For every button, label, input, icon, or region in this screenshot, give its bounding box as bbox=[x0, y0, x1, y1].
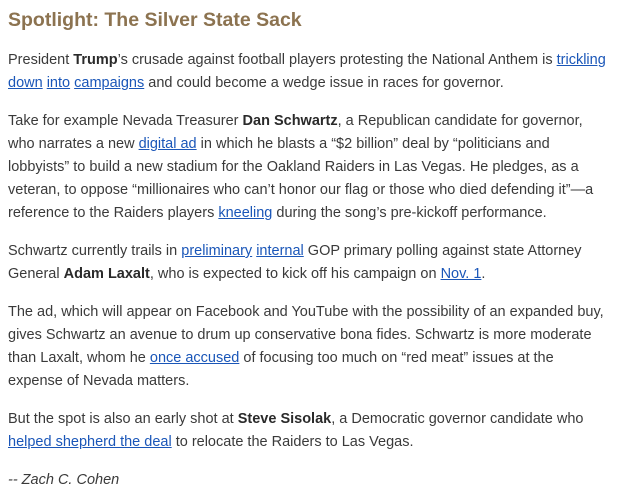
text: President bbox=[8, 52, 74, 68]
text: But the spot is also an early shot at bbox=[8, 411, 238, 427]
name-steve-sisolak: Steve Sisolak bbox=[237, 411, 332, 427]
text: , a Republican candidate for governor, who narrates a new bbox=[8, 113, 583, 152]
link-nov-1[interactable]: Nov. 1 bbox=[440, 266, 482, 282]
paragraph-3 bbox=[8, 240, 610, 286]
link-digital-ad[interactable]: digital ad bbox=[138, 136, 197, 152]
link-trickling-down[interactable]: trickling down bbox=[8, 52, 606, 91]
link-into[interactable]: into bbox=[46, 75, 71, 91]
paragraph-5 bbox=[8, 408, 610, 454]
text: , who is expected to kick off his campaign on bbox=[149, 266, 441, 282]
text: . bbox=[481, 266, 486, 282]
paragraph-2 bbox=[8, 110, 610, 225]
text: during the song’s pre-kickoff performance. bbox=[272, 205, 547, 221]
paragraph-4 bbox=[8, 301, 610, 393]
text: , a Democratic governor candidate who bbox=[331, 411, 584, 427]
text: The ad, which will appear on Facebook and YouTube with the possibility of an expanded buy, gives Schwartz an avenue to drum up conservative bona fides. Schwartz is more moderate than Laxalt, whom he bbox=[8, 304, 604, 366]
link-campaigns[interactable]: campaigns bbox=[74, 75, 145, 91]
text: Schwartz currently trails in bbox=[8, 243, 182, 259]
text: ’s crusade against football players protesting the National Anthem is bbox=[117, 52, 557, 68]
link-once-accused[interactable]: once accused bbox=[149, 350, 240, 366]
link-internal[interactable]: internal bbox=[256, 243, 304, 259]
byline: -- Zach C. Cohen bbox=[8, 472, 120, 488]
link-preliminary[interactable]: preliminary bbox=[181, 243, 253, 259]
text: Take for example Nevada Treasurer bbox=[8, 113, 243, 129]
article-title: Spotlight: The Silver State Sack bbox=[8, 9, 302, 31]
text: and could become a wedge issue in races for governor. bbox=[144, 75, 504, 91]
name-dan-schwartz: Dan Schwartz bbox=[242, 113, 338, 129]
name-adam-laxalt: Adam Laxalt bbox=[63, 266, 150, 282]
text: to relocate the Raiders to Las Vegas. bbox=[171, 434, 414, 450]
paragraph-1 bbox=[8, 49, 610, 95]
text: in which he blasts a “$2 billion” deal by “politicians and lobbyists” to build a new stadium for the Oakland Raiders in Las Vegas. He pledges, as a veteran, to oppose “millionaires who can’t honor our flag or those who died defending it”—a reference to the Raiders players bbox=[8, 136, 594, 221]
link-helped-shepherd-the-deal[interactable]: helped shepherd the deal bbox=[8, 434, 172, 450]
text: of focusing too much on “red meat” issues at the expense of Nevada matters. bbox=[8, 350, 554, 389]
link-kneeling[interactable]: kneeling bbox=[218, 205, 273, 221]
name-trump: Trump bbox=[73, 52, 118, 68]
text: GOP primary polling against state Attorney General bbox=[8, 243, 582, 282]
